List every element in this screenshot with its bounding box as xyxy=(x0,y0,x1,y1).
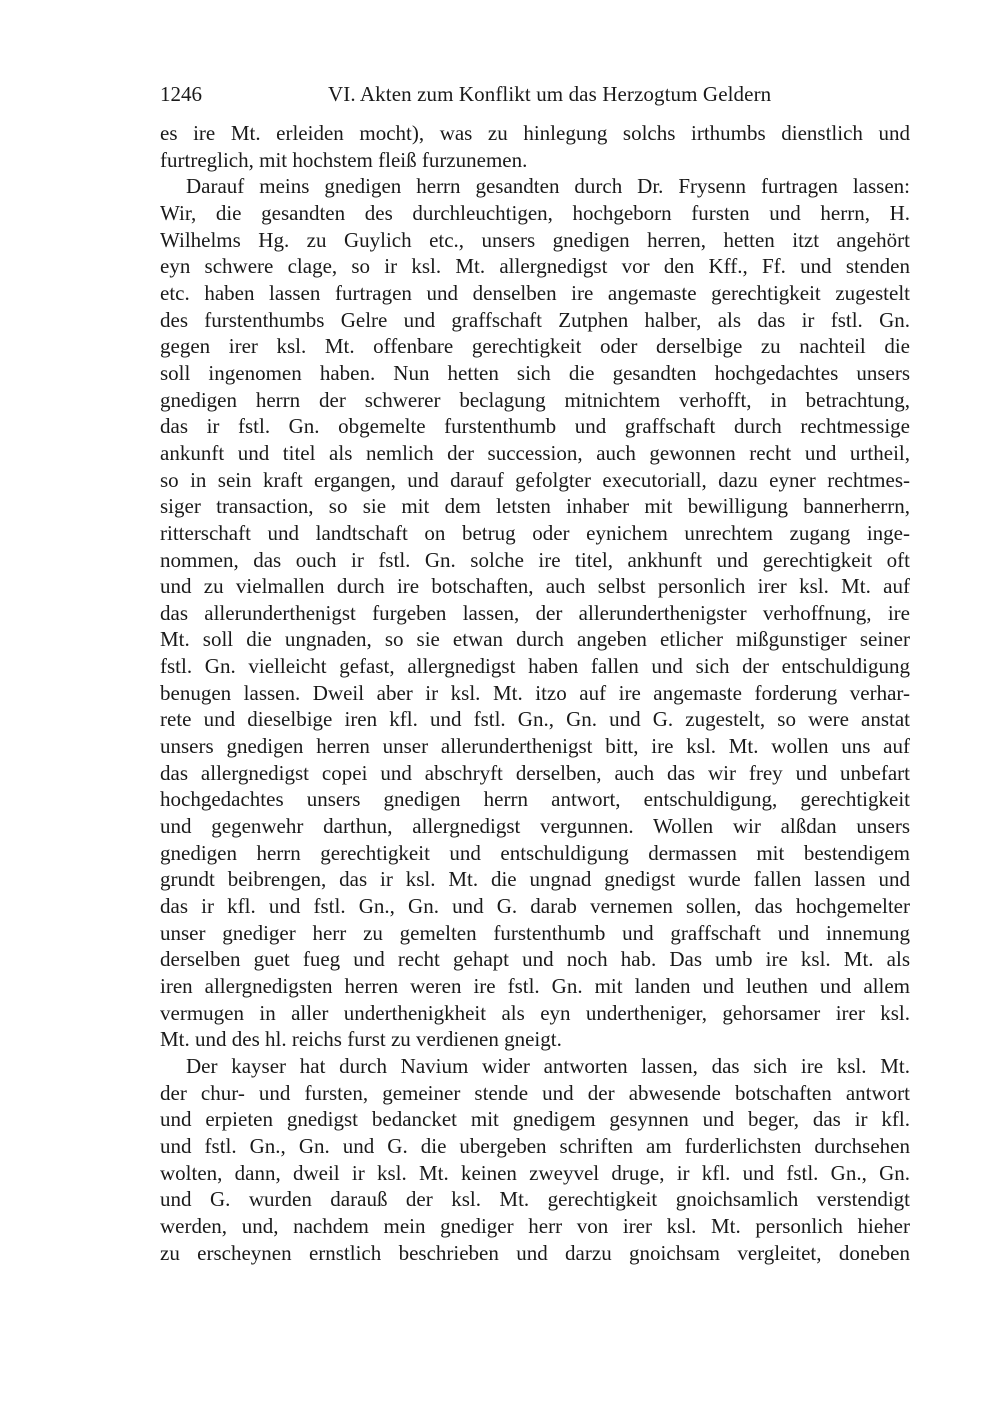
text-line: ritterschaft und landtschaft on betrug oder eynichem unrechtem zugang inge- xyxy=(160,520,910,545)
text-line: Der kayser hat durch Navium wider antworten lassen, das sich ire ksl. Mt. xyxy=(186,1053,910,1078)
text-line: eyn schwere clage, so ir ksl. Mt. allergnedigst vor den Kff., Ff. und stenden xyxy=(160,254,910,279)
text-line: das allerunderthenigst furgeben lassen, der allerunderthenigster verhoffnung, ire xyxy=(160,600,910,625)
text-line: siger transaction, so sie mit dem letsten inhaber mit bewilligung bannerherrn, xyxy=(160,494,910,519)
text-line: grundt beibrengen, das ir ksl. Mt. die ungnad gnedigst wurde fallen lassen und xyxy=(160,867,910,892)
page-number: 1246 xyxy=(160,82,202,106)
text-line: rete und dieselbige iren kfl. und fstl. Gn., Gn. und G. zugestelt, so were anstat xyxy=(160,707,910,732)
text-line: Mt. soll die ungnaden, so sie etwan durch angeben etlicher mißgunstiger seiner xyxy=(160,627,910,652)
text-line: das ir kfl. und fstl. Gn., Gn. und G. darab vernemen sollen, das hochgemelter xyxy=(160,894,910,919)
text-line: des furstenthumbs Gelre und graffschaft Zutphen halber, als das ir fstl. Gn. xyxy=(160,307,910,332)
text-line: gegen irer ksl. Mt. offenbare gerechtigkeit oder derselbige zu nachteil die xyxy=(160,334,910,359)
text-line: etc. haben lassen furtragen und denselben ire angemaste gerechtigkeit zugestelt xyxy=(160,280,910,305)
text-line: der chur- und fursten, gemeiner stende und der abwesende botschaften antwort xyxy=(160,1080,910,1105)
text-line: derselben guet fueg und recht gehapt und noch hab. Das umb ire ksl. Mt. als xyxy=(160,947,910,972)
text-line: wolten, dann, dweil ir ksl. Mt. keinen zweyvel druge, ir kfl. und fstl. Gn., Gn. xyxy=(160,1160,910,1185)
text-line: Mt. und des hl. reichs furst zu verdienen gneigt. xyxy=(160,1027,562,1052)
text-line: benugen lassen. Dweil aber ir ksl. Mt. itzo auf ire angemaste forderung verhar- xyxy=(160,680,910,705)
text-line: iren allergnedigsten herren weren ire fstl. Gn. mit landen und leuthen und allem xyxy=(160,974,910,998)
text-line: das ir fstl. Gn. obgemelte furstenthumb und graffschaft durch rechtmessige xyxy=(160,414,910,439)
text-line: Wilhelms Hg. zu Guylich etc., unsers gnedigen herren, hetten itzt angehört xyxy=(160,227,910,252)
text-line: unsers gnedigen herren unser allerunderthenigst bitt, ire ksl. Mt. wollen uns auf xyxy=(160,734,910,759)
text-line: das allergnedigst copei und abschryft derselben, auch das wir frey und unbefart xyxy=(160,760,910,785)
text-line: nommen, das ouch ir fstl. Gn. solche ire titel, ankhunft und gerechtigkeit oft xyxy=(160,547,910,572)
text-line: zu erscheynen ernstlich beschrieben und darzu gnoichsam vergleitet, doneben xyxy=(160,1240,910,1265)
text-line: und gegenwehr darthun, allergnedigst vergunnen. Wollen wir alßdan unsers xyxy=(160,814,910,839)
text-line: und G. wurden darauß der ksl. Mt. gerechtigkeit gnoichsamlich verstendigt xyxy=(160,1187,910,1212)
text-line: fstl. Gn. vielleicht gefast, allergnedigst haben fallen und sich der entschuldigung xyxy=(160,654,910,679)
text-line: werden, und, nachdem mein gnediger herr von irer ksl. Mt. personlich hieher xyxy=(160,1213,910,1238)
text-line: furtreglich, mit hochstem fleiß furzunemen. xyxy=(160,147,528,172)
running-head xyxy=(160,80,910,108)
text-line: und fstl. Gn., Gn. und G. die ubergeben schriften am furderlichsten durchsehen xyxy=(160,1133,910,1158)
text-line: Wir, die gesandten des durchleuchtigen, hochgeborn fursten und herrn, H. xyxy=(160,200,910,225)
text-line: gnedigen herrn der schwerer beclagung mitnichtem verhofft, in betrachtung, xyxy=(160,387,910,412)
text-line: soll ingenomen haben. Nun hetten sich die gesandten hochgedachtes unsers xyxy=(160,360,910,385)
text-line: hochgedachtes unsers gnedigen herrn antwort, entschuldigung, gerechtigkeit xyxy=(160,787,910,812)
text-line: es ire Mt. erleiden mocht), was zu hinlegung solchs irthumbs dienstlich und xyxy=(160,121,910,145)
text-line: unser gnediger herr zu gemelten furstenthumb und graffschaft und innemung xyxy=(160,920,910,945)
running-head-title: VI. Akten zum Konflikt um das Herzogtum Geldern xyxy=(328,82,772,106)
text-line: ankunft und titel als nemlich der succession, auch gewonnen recht und urtheil, xyxy=(160,440,910,465)
text-line: gnedigen herrn gerechtigkeit und entschuldigung dermassen mit bestendigem xyxy=(160,840,910,865)
text-line: und erpieten gnedigst bedancket mit gnedigem gesynnen und beger, das ir kfl. xyxy=(160,1107,910,1132)
text-line: so in sein kraft ergangen, und darauf gefolgter executoriall, dazu eyner rechtmes- xyxy=(160,467,910,492)
body-text xyxy=(160,120,910,1266)
text-line: und zu vielmallen durch ire botschaften, auch selbst personlich irer ksl. Mt. auf xyxy=(160,574,910,599)
text-line: vermugen in aller underthenigkheit als eyn undertheniger, gehorsamer irer ksl. xyxy=(160,1000,910,1025)
text-line: Darauf meins gnedigen herrn gesandten durch Dr. Frysenn furtragen lassen: xyxy=(186,174,910,199)
